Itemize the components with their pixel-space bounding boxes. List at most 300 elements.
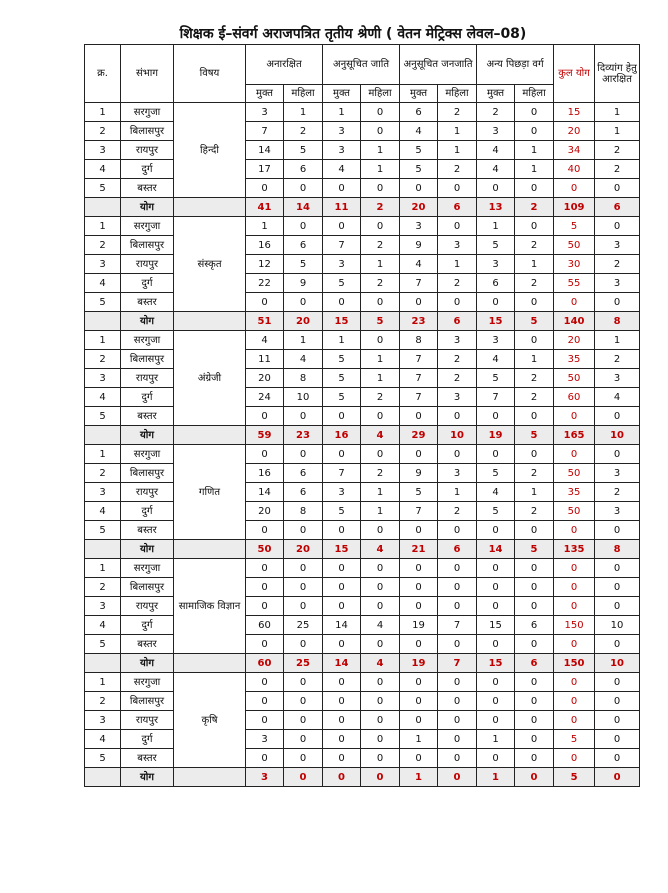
cell-value: 3: [246, 730, 284, 749]
header-women: महिला: [515, 85, 554, 103]
total-value: 6: [438, 540, 477, 559]
total-value: 2: [515, 198, 554, 217]
cell-division: दुर्ग: [121, 160, 174, 179]
total-value: 1: [400, 768, 438, 787]
cell-sno: 1: [85, 331, 121, 350]
total-value: 15: [323, 540, 361, 559]
total-value: 25: [284, 654, 323, 673]
table-row: [85, 464, 640, 483]
cell-value: 7: [477, 388, 515, 407]
cell-value: 0: [515, 635, 554, 654]
cell-value: 0: [246, 597, 284, 616]
cell-value: 0: [246, 407, 284, 426]
cell-value: 20: [246, 502, 284, 521]
cell-value: 0: [400, 407, 438, 426]
cell-value: 0: [246, 711, 284, 730]
cell-value: 0: [323, 730, 361, 749]
cell-value: 0: [515, 521, 554, 540]
total-blank: [174, 768, 246, 787]
cell-value: 12: [246, 255, 284, 274]
cell-value: 0: [400, 635, 438, 654]
cell-value: 2: [438, 274, 477, 293]
cell-value: 0: [361, 445, 400, 464]
cell-value: 0: [284, 293, 323, 312]
cell-value: 0: [246, 578, 284, 597]
cell-value: 14: [323, 616, 361, 635]
total-row: [85, 198, 640, 217]
table-row: [85, 217, 640, 236]
total-value: 51: [246, 312, 284, 331]
cell-value: 2: [515, 502, 554, 521]
cell-value: 1: [515, 350, 554, 369]
page-title: शिक्षक ई–संवर्ग अराजपत्रित तृतीय श्रेणी ( वेतन मेट्रिक्स लेवल–08): [179, 26, 527, 42]
cell-value: 0: [323, 635, 361, 654]
cell-value: 6: [477, 274, 515, 293]
cell-value: 0: [284, 407, 323, 426]
total-label: योग: [121, 198, 174, 217]
cell-value: 0: [438, 711, 477, 730]
total-value: 0: [284, 768, 323, 787]
total-row: [85, 654, 640, 673]
cell-value: 0: [361, 635, 400, 654]
cell-value: 0: [438, 730, 477, 749]
total-label: योग: [121, 768, 174, 787]
cell-value: 2: [515, 236, 554, 255]
total-sum: 135: [554, 540, 595, 559]
header-sno: क्र.: [85, 45, 121, 103]
total-blank: [174, 426, 246, 445]
cell-disabled: 0: [595, 597, 640, 616]
cell-total: 0: [554, 749, 595, 768]
cell-value: 3: [477, 122, 515, 141]
cell-value: 0: [246, 521, 284, 540]
cell-value: 7: [400, 369, 438, 388]
cell-total: 35: [554, 483, 595, 502]
cell-sno: 5: [85, 293, 121, 312]
cell-value: 2: [361, 464, 400, 483]
cell-value: 4: [477, 350, 515, 369]
cell-value: 0: [361, 331, 400, 350]
cell-division: रायपुर: [121, 255, 174, 274]
cell-sno: 4: [85, 160, 121, 179]
cell-value: 0: [400, 673, 438, 692]
cell-value: 6: [284, 483, 323, 502]
table-row: [85, 122, 640, 141]
total-disabled: 0: [595, 768, 640, 787]
cell-value: 0: [361, 578, 400, 597]
cell-value: 0: [477, 293, 515, 312]
cell-value: 0: [246, 445, 284, 464]
table-row: [85, 635, 640, 654]
cell-sno: 1: [85, 559, 121, 578]
header-row-main: [85, 45, 640, 85]
cell-value: 0: [284, 597, 323, 616]
cell-disabled: 2: [595, 350, 640, 369]
total-label: योग: [121, 312, 174, 331]
total-value: 20: [284, 312, 323, 331]
cell-value: 4: [400, 255, 438, 274]
cell-value: 1: [323, 103, 361, 122]
cell-value: 1: [361, 160, 400, 179]
cell-value: 0: [477, 521, 515, 540]
cell-total: 15: [554, 103, 595, 122]
total-value: 29: [400, 426, 438, 445]
cell-value: 7: [400, 388, 438, 407]
cell-value: 0: [438, 692, 477, 711]
cell-value: 1: [438, 255, 477, 274]
cell-value: 5: [284, 255, 323, 274]
total-sum: 165: [554, 426, 595, 445]
cell-total: 5: [554, 730, 595, 749]
cell-total: 0: [554, 692, 595, 711]
cell-value: 7: [438, 616, 477, 635]
cell-value: 0: [323, 217, 361, 236]
cell-division: सरगुजा: [121, 331, 174, 350]
cell-value: 0: [323, 521, 361, 540]
cell-total: 150: [554, 616, 595, 635]
cell-sno: 1: [85, 103, 121, 122]
cell-value: 0: [361, 103, 400, 122]
cell-disabled: 0: [595, 749, 640, 768]
cell-value: 5: [284, 141, 323, 160]
cell-value: 2: [515, 274, 554, 293]
cell-value: 3: [323, 122, 361, 141]
total-value: 16: [323, 426, 361, 445]
table-row: [85, 388, 640, 407]
cell-division: बस्तर: [121, 635, 174, 654]
total-value: 50: [246, 540, 284, 559]
cell-value: 0: [477, 692, 515, 711]
cell-value: 3: [323, 255, 361, 274]
total-value: 3: [246, 768, 284, 787]
total-value: 7: [438, 654, 477, 673]
table-row: [85, 141, 640, 160]
cell-value: 3: [438, 388, 477, 407]
cell-value: 0: [515, 730, 554, 749]
cell-disabled: 2: [595, 160, 640, 179]
total-value: 10: [438, 426, 477, 445]
cell-value: 20: [246, 369, 284, 388]
cell-subject: कृषि: [174, 673, 246, 768]
cell-total: 0: [554, 597, 595, 616]
cell-disabled: 0: [595, 407, 640, 426]
total-value: 15: [477, 654, 515, 673]
cell-value: 2: [438, 103, 477, 122]
cell-value: 0: [477, 559, 515, 578]
cell-division: सरगुजा: [121, 217, 174, 236]
cell-value: 0: [361, 749, 400, 768]
vacancy-table: [84, 44, 640, 787]
cell-value: 0: [400, 559, 438, 578]
total-value: 5: [361, 312, 400, 331]
cell-value: 24: [246, 388, 284, 407]
cell-value: 0: [477, 749, 515, 768]
cell-sno: 2: [85, 464, 121, 483]
cell-division: दुर्ग: [121, 388, 174, 407]
cell-value: 0: [515, 711, 554, 730]
cell-sno: 3: [85, 255, 121, 274]
table-row: [85, 692, 640, 711]
total-value: 4: [361, 540, 400, 559]
cell-sno: 3: [85, 141, 121, 160]
total-blank: [174, 312, 246, 331]
cell-value: 22: [246, 274, 284, 293]
cell-disabled: 3: [595, 502, 640, 521]
cell-value: 3: [438, 464, 477, 483]
total-row: [85, 540, 640, 559]
cell-total: 0: [554, 445, 595, 464]
cell-value: 3: [438, 331, 477, 350]
cell-total: 50: [554, 236, 595, 255]
table-row: [85, 274, 640, 293]
cell-value: 0: [361, 122, 400, 141]
cell-value: 2: [438, 350, 477, 369]
cell-division: बस्तर: [121, 749, 174, 768]
cell-value: 0: [477, 407, 515, 426]
total-value: 0: [515, 768, 554, 787]
cell-value: 6: [515, 616, 554, 635]
cell-disabled: 4: [595, 388, 640, 407]
cell-value: 1: [361, 255, 400, 274]
cell-disabled: 2: [595, 141, 640, 160]
cell-value: 0: [284, 578, 323, 597]
total-label: योग: [121, 540, 174, 559]
cell-value: 0: [515, 122, 554, 141]
cell-sno: 4: [85, 274, 121, 293]
cell-disabled: 0: [595, 445, 640, 464]
cell-value: 2: [477, 103, 515, 122]
cell-value: 0: [438, 597, 477, 616]
total-value: 5: [515, 426, 554, 445]
cell-value: 0: [400, 578, 438, 597]
cell-value: 8: [284, 502, 323, 521]
cell-total: 50: [554, 369, 595, 388]
cell-value: 0: [361, 521, 400, 540]
cell-division: रायपुर: [121, 597, 174, 616]
cell-value: 0: [246, 293, 284, 312]
table-row: [85, 616, 640, 635]
cell-disabled: 0: [595, 559, 640, 578]
cell-subject: अंग्रेजी: [174, 331, 246, 426]
cell-value: 0: [284, 673, 323, 692]
cell-value: 1: [246, 217, 284, 236]
cell-sno: 5: [85, 407, 121, 426]
cell-total: 30: [554, 255, 595, 274]
table-row: [85, 597, 640, 616]
cell-sno: 5: [85, 749, 121, 768]
cell-value: 2: [438, 502, 477, 521]
cell-total: 0: [554, 578, 595, 597]
cell-value: 0: [400, 749, 438, 768]
table-row: [85, 673, 640, 692]
header-obc: अन्य पिछड़ा वर्ग: [477, 45, 554, 85]
cell-disabled: 10: [595, 616, 640, 635]
cell-value: 0: [477, 673, 515, 692]
cell-value: 0: [323, 711, 361, 730]
cell-value: 0: [515, 217, 554, 236]
total-disabled: 6: [595, 198, 640, 217]
cell-value: 5: [400, 160, 438, 179]
cell-value: 0: [361, 730, 400, 749]
cell-value: 1: [438, 141, 477, 160]
cell-value: 0: [438, 578, 477, 597]
cell-total: 0: [554, 179, 595, 198]
table-row: [85, 559, 640, 578]
table-row: [85, 711, 640, 730]
cell-sno: 1: [85, 445, 121, 464]
cell-disabled: 3: [595, 464, 640, 483]
cell-value: 0: [361, 293, 400, 312]
cell-total: 0: [554, 559, 595, 578]
cell-value: 4: [323, 160, 361, 179]
total-value: 4: [361, 654, 400, 673]
cell-value: 0: [284, 749, 323, 768]
total-value: 2: [361, 198, 400, 217]
cell-value: 0: [246, 179, 284, 198]
cell-value: 60: [246, 616, 284, 635]
cell-division: सरगुजा: [121, 559, 174, 578]
cell-subject: हिन्दी: [174, 103, 246, 198]
cell-value: 0: [515, 673, 554, 692]
cell-value: 0: [323, 578, 361, 597]
total-sum: 150: [554, 654, 595, 673]
cell-value: 0: [477, 711, 515, 730]
cell-division: बिलासपुर: [121, 578, 174, 597]
cell-disabled: 0: [595, 730, 640, 749]
cell-value: 2: [515, 464, 554, 483]
cell-total: 0: [554, 407, 595, 426]
cell-value: 7: [400, 274, 438, 293]
cell-division: दुर्ग: [121, 274, 174, 293]
table-row: [85, 179, 640, 198]
cell-value: 1: [361, 502, 400, 521]
table-row: [85, 331, 640, 350]
cell-value: 5: [323, 388, 361, 407]
cell-value: 0: [246, 635, 284, 654]
cell-value: 0: [284, 445, 323, 464]
cell-value: 3: [323, 141, 361, 160]
cell-sno: 2: [85, 578, 121, 597]
table-row: [85, 521, 640, 540]
cell-disabled: 1: [595, 103, 640, 122]
cell-value: 5: [323, 350, 361, 369]
cell-value: 1: [361, 141, 400, 160]
total-value: 23: [284, 426, 323, 445]
cell-sno: 5: [85, 521, 121, 540]
total-value: 0: [361, 768, 400, 787]
cell-value: 0: [361, 711, 400, 730]
cell-value: 1: [284, 331, 323, 350]
cell-division: बिलासपुर: [121, 122, 174, 141]
cell-value: 4: [477, 160, 515, 179]
cell-division: रायपुर: [121, 369, 174, 388]
cell-value: 7: [323, 464, 361, 483]
total-blank: [174, 540, 246, 559]
cell-disabled: 3: [595, 274, 640, 293]
cell-division: दुर्ग: [121, 616, 174, 635]
cell-value: 10: [284, 388, 323, 407]
table-row: [85, 160, 640, 179]
cell-value: 0: [438, 559, 477, 578]
cell-value: 3: [246, 103, 284, 122]
table-row: [85, 445, 640, 464]
total-row: [85, 312, 640, 331]
header-unreserved: अनारक्षित: [246, 45, 323, 85]
cell-value: 0: [515, 179, 554, 198]
table-row: [85, 730, 640, 749]
cell-value: 1: [515, 141, 554, 160]
cell-value: 0: [515, 103, 554, 122]
cell-value: 19: [400, 616, 438, 635]
cell-value: 0: [477, 635, 515, 654]
total-value: 20: [400, 198, 438, 217]
total-sum: 109: [554, 198, 595, 217]
cell-value: 1: [400, 730, 438, 749]
cell-value: 0: [284, 711, 323, 730]
cell-value: 0: [323, 673, 361, 692]
cell-value: 2: [361, 388, 400, 407]
cell-value: 2: [361, 236, 400, 255]
cell-value: 5: [323, 502, 361, 521]
cell-division: सरगुजा: [121, 445, 174, 464]
cell-total: 5: [554, 217, 595, 236]
cell-disabled: 0: [595, 711, 640, 730]
cell-value: 2: [361, 274, 400, 293]
cell-value: 16: [246, 236, 284, 255]
cell-total: 20: [554, 331, 595, 350]
total-disabled: 8: [595, 312, 640, 331]
cell-disabled: 2: [595, 255, 640, 274]
cell-value: 2: [515, 369, 554, 388]
cell-value: 14: [246, 141, 284, 160]
total-value: 59: [246, 426, 284, 445]
cell-value: 5: [400, 483, 438, 502]
cell-total: 55: [554, 274, 595, 293]
table-row: [85, 407, 640, 426]
total-blank: [85, 768, 121, 787]
cell-value: 5: [477, 236, 515, 255]
cell-value: 0: [438, 673, 477, 692]
header-women: महिला: [284, 85, 323, 103]
total-value: 41: [246, 198, 284, 217]
cell-value: 0: [361, 559, 400, 578]
cell-value: 4: [477, 483, 515, 502]
total-value: 5: [515, 312, 554, 331]
cell-sno: 2: [85, 122, 121, 141]
table-row: [85, 502, 640, 521]
cell-total: 0: [554, 673, 595, 692]
cell-subject: सामाजिक विज्ञान: [174, 559, 246, 654]
cell-sno: 3: [85, 369, 121, 388]
header-sc: अनुसूचित जाति: [323, 45, 400, 85]
cell-value: 3: [438, 236, 477, 255]
cell-disabled: 1: [595, 122, 640, 141]
cell-value: 3: [323, 483, 361, 502]
cell-value: 0: [400, 692, 438, 711]
cell-value: 0: [400, 597, 438, 616]
cell-value: 1: [361, 483, 400, 502]
total-value: 4: [361, 426, 400, 445]
cell-disabled: 1: [595, 331, 640, 350]
cell-total: 0: [554, 521, 595, 540]
cell-value: 9: [400, 236, 438, 255]
total-row: [85, 768, 640, 787]
cell-value: 0: [246, 692, 284, 711]
cell-value: 1: [515, 483, 554, 502]
total-blank: [85, 654, 121, 673]
cell-value: 16: [246, 464, 284, 483]
cell-total: 40: [554, 160, 595, 179]
